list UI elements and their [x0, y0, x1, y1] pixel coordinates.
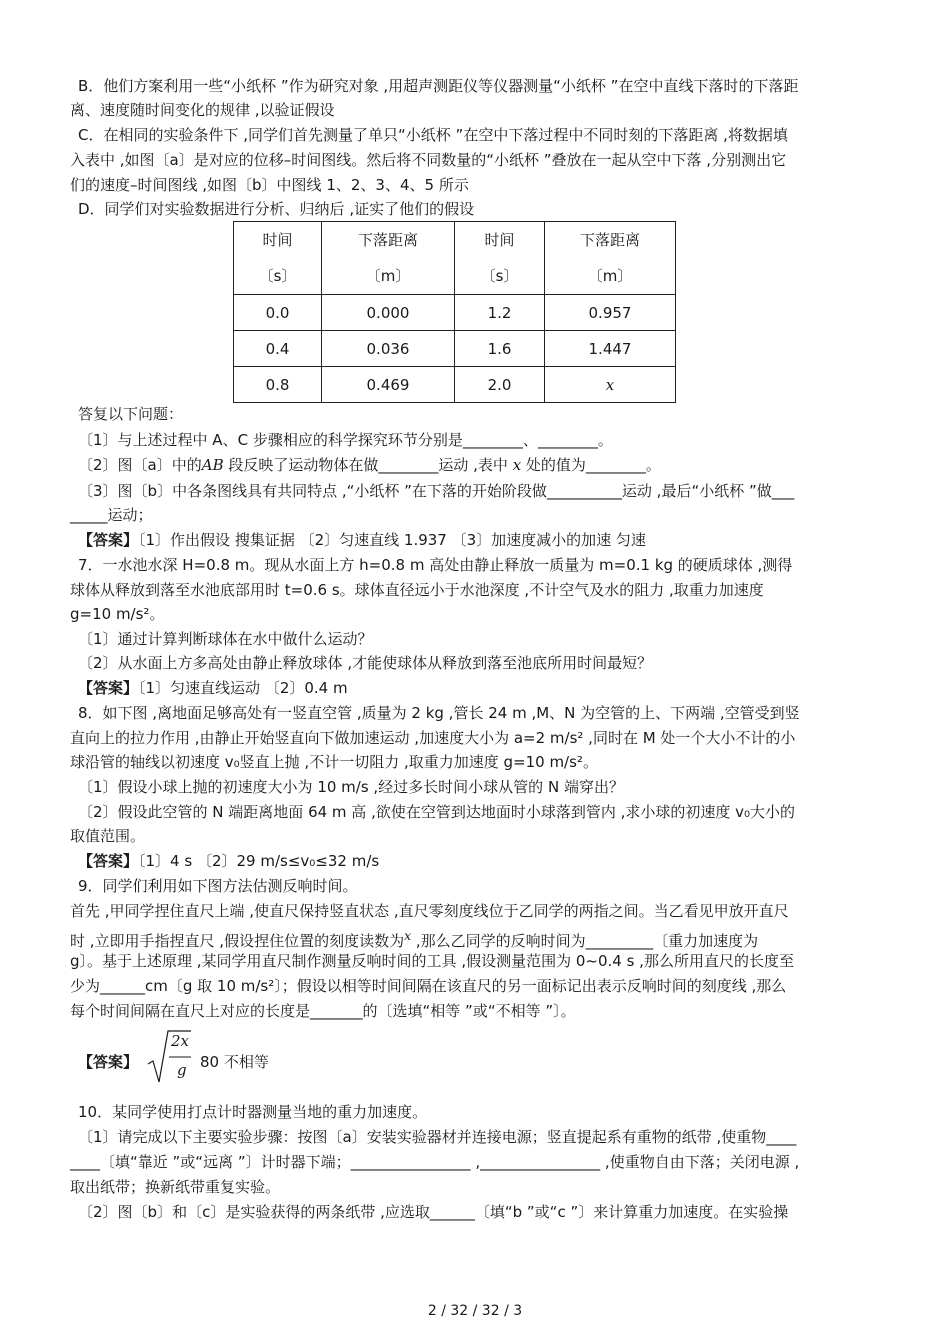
problem-8-line-3: 球沿管的轴线以初速度 v₀竖直上抛 ,不计一切阻力 ,取重力加速度 g=10 m/s²。 — [70, 753, 598, 771]
table-header-cell: 时间 〔s〕 — [455, 222, 545, 295]
option-b-line-1: B．他们方案利用一些“小纸杯 ”作为研究对象 ,用超声测距仪等仪器测量“小纸杯 ”在空中直线下落时的下落距 — [78, 77, 799, 95]
option-d-line-1: D．同学们对实验数据进行分析、归纳后 ,证实了他们的假设 — [78, 200, 475, 218]
option-c-line-2: 入表中 ,如图〔a〕是对应的位移–时间图线。然后将不同数量的“小纸杯 ”叠放在一起从空中下落 ,分别测出它 — [70, 151, 787, 169]
problem-7-line-2: 球体从释放到落至水池底部用时 t=0.6 s。球体直径远小于水池深度 ,不计空气及水的阻力 ,取重力加速度 — [70, 581, 764, 599]
table-header-cell: 下落距离 〔m〕 — [545, 222, 676, 295]
table-row — [234, 295, 676, 331]
problem-10-line-4: 取出纸带；换新纸带重复实验。 — [70, 1178, 281, 1196]
problem-8-question-2-line-1: 〔2〕假设此空管的 N 端距离地面 64 m 高 ,欲使在空管到达地面时小球落到管内 ,求小球的初速度 v₀大小的 — [78, 803, 796, 821]
problem-8-question-1: 〔1〕假设小球上抛的初速度大小为 10 m/s ,经过多长时间小球从管的 N 端穿出？ — [78, 778, 624, 796]
table-cell: 1.6 — [455, 331, 545, 367]
question-2: 〔2〕图〔a〕中的AB 段反映了运动物体在做________运动 ,表中 x 处的值为________。 — [78, 456, 661, 474]
data-table — [233, 221, 676, 403]
problem-7-line-1: 7．一水池水深 H=0.8 m。现从水面上方 h=0.8 m 高处由静止释放一质量为 m=0.1 kg 的硬质球体 ,测得 — [78, 556, 793, 574]
question-1: 〔1〕与上述过程中 A、C 步骤相应的科学探究环节分别是________、________。 — [78, 431, 613, 449]
table-row — [234, 367, 676, 403]
problem-10-line-2: 〔1〕请完成以下主要实验步骤：按图〔a〕安装实验器材并连接电源；竖直提起系有重物的纸带 ,使重物____ — [78, 1128, 797, 1146]
problem-7-question-1: 〔1〕通过计算判断球体在水中做什么运动？ — [78, 630, 373, 648]
question-3-line-2: _____运动； — [70, 506, 153, 524]
problem-9-line-6: 每个时间间隔在直尺上对应的长度是_______的〔选填“相等 ”或“不相等 ”〕。 — [70, 1002, 576, 1020]
answer-6: 【答案】〔1〕作出假设 搜集证据 〔2〕匀速直线 1.937 〔3〕加速度减小的加速 匀速 — [78, 531, 646, 549]
problem-10-line-1: 10．某同学使用打点计时器测量当地的重力加速度。 — [78, 1103, 428, 1121]
problem-9-line-2: 首先 ,甲同学捏住直尺上端 ,使直尺保持竖直状态 ,直尺零刻度线位于乙同学的两指之间。当乙看见甲放开直尺 — [70, 902, 789, 920]
table-cell: 2.0 — [455, 367, 545, 403]
table-header-cell: 时间 〔s〕 — [234, 222, 322, 295]
table-cell-unknown-x: x — [545, 367, 676, 403]
problem-9-line-3: 时 ,立即用手指捏直尺 ,假设捏住位置的刻度读数为$^x$ ,那么乙同学的反响时间为_________〔重力加速度为 — [70, 928, 759, 950]
answer-7: 【答案】〔1〕匀速直线运动 〔2〕0.4 m — [78, 679, 348, 697]
questions-intro: 答复以下问题： — [78, 405, 184, 423]
table-cell: 1.2 — [455, 295, 545, 331]
table-cell: 0.957 — [545, 295, 676, 331]
answer-9-denominator-text: g — [177, 1061, 187, 1079]
problem-9-line-4: g〕。基于上述原理 ,某同学用直尺制作测量反响时间的工具 ,假设测量范围为 0~0.4 s ,那么所用直尺的长度至 — [70, 952, 794, 970]
problem-10-line-5: 〔2〕图〔b〕和〔c〕是实验获得的两条纸带 ,应选取______〔填“b ”或“c ”〕来计算重力加速度。在实验操 — [78, 1203, 789, 1221]
table-cell: 1.447 — [545, 331, 676, 367]
table-cell: 0.4 — [234, 331, 322, 367]
problem-8-line-1: 8．如下图 ,离地面足够高处有一竖直空管 ,质量为 2 kg ,管长 24 m ,M、N 为空管的上、下两端 ,空管受到竖 — [78, 704, 800, 722]
table-cell: 0.036 — [322, 331, 455, 367]
table-row — [234, 331, 676, 367]
problem-10-line-3: ____〔填“靠近 ”或“远离 ”〕计时器下端；________________ ,________________ ,使重物自由下落；关闭电源 , — [70, 1153, 800, 1171]
problem-7-question-2: 〔2〕从水面上方多高处由静止释放球体 ,才能使球体从释放到落至池底所用时间最短？ — [78, 654, 653, 672]
option-c-line-1: C．在相同的实验条件下 ,同学们首先测量了单只“小纸杯 ”在空中下落过程中不同时刻的下落距离 ,将数据填 — [78, 126, 788, 144]
answer-8: 【答案】〔1〕4 s 〔2〕29 m/s≤v₀≤32 m/s — [78, 852, 380, 870]
option-b-line-2: 离、速度随时间变化的规律 ,以验证假设 — [70, 101, 335, 119]
option-c-line-3: 们的速度–时间图线 ,如图〔b〕中图线 1、2、3、4、5 所示 — [70, 176, 469, 194]
answer-9-text: 80 不相等 — [200, 1053, 269, 1071]
problem-8-line-2: 直向上的拉力作用 ,由静止开始竖直向下做加速运动 ,加速度大小为 a=2 m/s² ,同时在 M 处一个大小不计的小 — [70, 729, 796, 747]
table-header-row — [234, 222, 676, 295]
problem-8-question-2-line-2: 取值范围。 — [70, 827, 146, 845]
question-3-line-1: 〔3〕图〔b〕中各条图线具有共同特点 ,“小纸杯 ”在下落的开始阶段做__________运动 ,最后“小纸杯 ”做___ — [78, 482, 795, 500]
problem-9-line-1: 9．同学们利用如下图方法估测反响时间。 — [78, 877, 358, 895]
answer-9-numerator-text: 2x — [171, 1032, 190, 1050]
problem-9-line-5: 少为______cm〔g 取 10 m/s²〕；假设以相等时间间隔在该直尺的另一面标记出表示反响时间的刻度线 ,那么 — [70, 977, 787, 995]
table-cell: 0.000 — [322, 295, 455, 331]
table-cell: 0.469 — [322, 367, 455, 403]
answer-9-label: 【答案】 — [78, 1053, 139, 1071]
problem-7-line-3: g=10 m/s²。 — [70, 605, 165, 623]
page-footer: 2 / 32 / 32 / 3 — [427, 1303, 523, 1319]
table-cell: 0.0 — [234, 295, 322, 331]
table-cell: 0.8 — [234, 367, 322, 403]
table-header-cell: 下落距离 〔m〕 — [322, 222, 455, 295]
